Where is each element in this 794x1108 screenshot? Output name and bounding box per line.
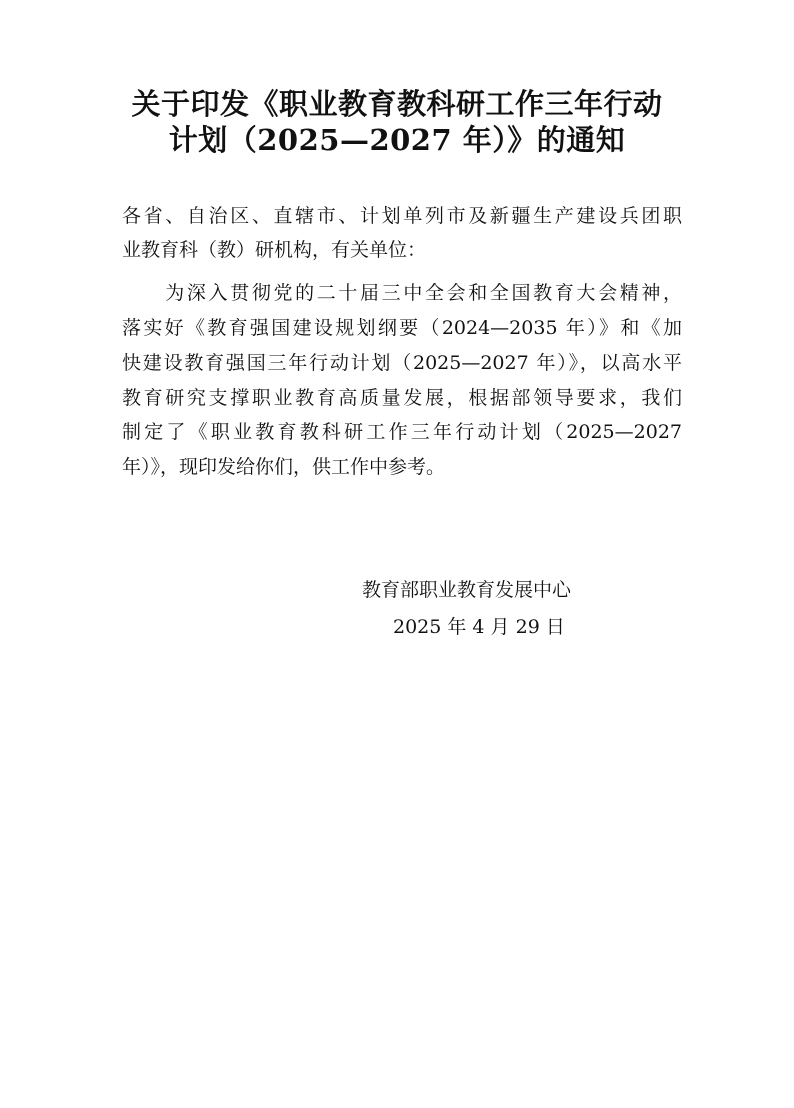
signature-organization: 教育部职业教育发展中心 bbox=[362, 579, 572, 601]
salutation-line-1: 各省、自治区、直辖市、计划单列市及新疆生产建设兵团职 bbox=[122, 205, 682, 227]
signature-date: 2025 年 4 月 29 日 bbox=[393, 616, 565, 638]
document-title-line-1: 关于印发《职业教育教科研工作三年行动 bbox=[131, 87, 663, 121]
document-title-line-2: 计划（2025—2027 年）》的通知 bbox=[168, 123, 626, 157]
body-line-3: 快建设教育强国三年行动计划（2025—2027 年）》，以高水平 bbox=[122, 352, 682, 374]
body-line-4: 教育研究支撑职业教育高质量发展，根据部领导要求，我们 bbox=[122, 387, 682, 409]
body-line-1: 为深入贯彻党的二十届三中全会和全国教育大会精神， bbox=[122, 282, 682, 304]
body-line-2: 落实好《教育强国建设规划纲要（2024—2035 年）》和《加 bbox=[122, 317, 682, 339]
salutation-line-2: 业教育科（教）研机构，有关单位： bbox=[122, 239, 427, 261]
body-line-6: 年）》，现印发给你们，供工作中参考。 bbox=[122, 456, 446, 478]
body-line-5: 制定了《职业教育教科研工作三年行动计划（2025—2027 bbox=[122, 421, 682, 443]
